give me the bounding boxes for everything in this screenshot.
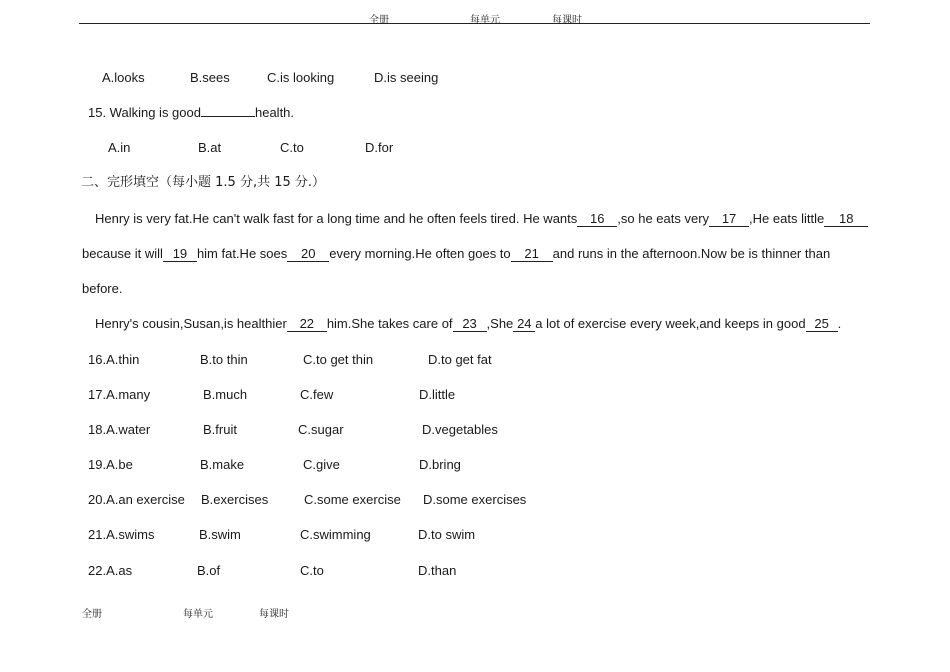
q-option-a: 22.A.as bbox=[88, 563, 133, 578]
q15-text-after: health. bbox=[254, 105, 295, 120]
passage-line-1 bbox=[95, 210, 868, 228]
q-option-b: B.much bbox=[203, 387, 248, 402]
passage-text: every morning.He often goes to bbox=[329, 246, 511, 261]
header-label-unit: 每单元 bbox=[470, 15, 500, 26]
q-option-b: B.to thin bbox=[200, 352, 248, 367]
q14-option-d: D.is seeing bbox=[374, 70, 439, 85]
q-option-a: 18.A.water bbox=[88, 422, 151, 437]
q14-option-b: B.sees bbox=[190, 70, 230, 85]
q-option-b: B.exercises bbox=[201, 492, 269, 507]
q15-option-c: C.to bbox=[280, 140, 304, 155]
q-option-c: C.give bbox=[303, 457, 340, 472]
passage-text: Henry is very fat.He can't walk fast for a long time and he often feels tired. He wants bbox=[95, 211, 578, 226]
q-option-d: D.vegetables bbox=[422, 422, 498, 437]
q-option-d: D.bring bbox=[419, 457, 461, 472]
q15-blank bbox=[201, 116, 255, 117]
blank-18: 18 bbox=[824, 211, 868, 227]
q-option-b: B.fruit bbox=[203, 422, 237, 437]
q-option-b: B.of bbox=[197, 563, 221, 578]
q-option-c: C.to bbox=[300, 563, 324, 578]
q15-option-b: B.at bbox=[198, 140, 222, 155]
footer-label-all: 全册 bbox=[82, 609, 102, 620]
blank-25: 25 bbox=[806, 316, 838, 332]
blank-23: 23 bbox=[453, 316, 487, 332]
blank-17: 17 bbox=[709, 211, 749, 227]
blank-19: 19 bbox=[163, 246, 197, 262]
q-option-c: C.sugar bbox=[298, 422, 344, 437]
passage-text: Henry's cousin,Susan,is healthier bbox=[95, 316, 287, 331]
blank-20: 20 bbox=[287, 246, 329, 262]
q-option-c: C.some exercise bbox=[304, 492, 401, 507]
passage-text: ,so he eats very bbox=[617, 211, 710, 226]
passage-text: ,She bbox=[486, 316, 514, 331]
q-option-a: 16.A.thin bbox=[88, 352, 140, 367]
q-option-d: D.to swim bbox=[418, 527, 476, 542]
header-label-all: 全册 bbox=[369, 15, 389, 26]
header-label-lesson: 每课时 bbox=[552, 15, 582, 26]
passage-text: and runs in the afternoon.Now be is thinner than bbox=[552, 246, 831, 261]
footer-label-unit: 每单元 bbox=[183, 609, 213, 620]
q-option-c: C.to get thin bbox=[303, 352, 374, 367]
passage-text: him.She takes care of bbox=[326, 316, 453, 331]
q-option-c: C.few bbox=[300, 387, 334, 402]
blank-24: 24 bbox=[513, 316, 535, 332]
blank-16: 16 bbox=[577, 211, 617, 227]
footer-label-lesson: 每课时 bbox=[259, 609, 289, 620]
q-option-a: 19.A.be bbox=[88, 457, 133, 472]
q15-option-a: A.in bbox=[108, 140, 131, 155]
q-option-d: D.little bbox=[419, 387, 456, 402]
q15-text-before: 15. Walking is good bbox=[88, 105, 201, 120]
section-title: 二、完形填空（每小题 1.5 分,共 15 分.） bbox=[81, 175, 326, 190]
passage-text: a lot of exercise every week,and keeps in good bbox=[535, 316, 806, 331]
q-option-d: D.to get fat bbox=[428, 352, 492, 367]
q15-stem bbox=[88, 104, 294, 122]
blank-22: 22 bbox=[287, 316, 327, 332]
q14-option-a: A.looks bbox=[102, 70, 145, 85]
passage-text: ,He eats little bbox=[749, 211, 825, 226]
q-option-d: D.some exercises bbox=[423, 492, 527, 507]
q-option-a: 21.A.swims bbox=[88, 527, 155, 542]
q-option-c: C.swimming bbox=[300, 527, 371, 542]
q15-option-d: D.for bbox=[365, 140, 394, 155]
passage-line-2 bbox=[82, 245, 830, 263]
passage-text: . bbox=[837, 316, 842, 331]
passage-text: because it will bbox=[82, 246, 163, 261]
passage-text: him fat.He soes bbox=[196, 246, 288, 261]
header-rule bbox=[79, 23, 870, 24]
q-option-a: 20.A.an exercise bbox=[88, 492, 185, 507]
q-option-a: 17.A.many bbox=[88, 387, 151, 402]
q-option-d: D.than bbox=[418, 563, 457, 578]
passage-line-3: before. bbox=[82, 281, 123, 296]
passage-line-4 bbox=[95, 315, 841, 333]
q-option-b: B.make bbox=[200, 457, 245, 472]
q-option-b: B.swim bbox=[199, 527, 241, 542]
blank-21: 21 bbox=[511, 246, 553, 262]
q14-option-c: C.is looking bbox=[267, 70, 335, 85]
